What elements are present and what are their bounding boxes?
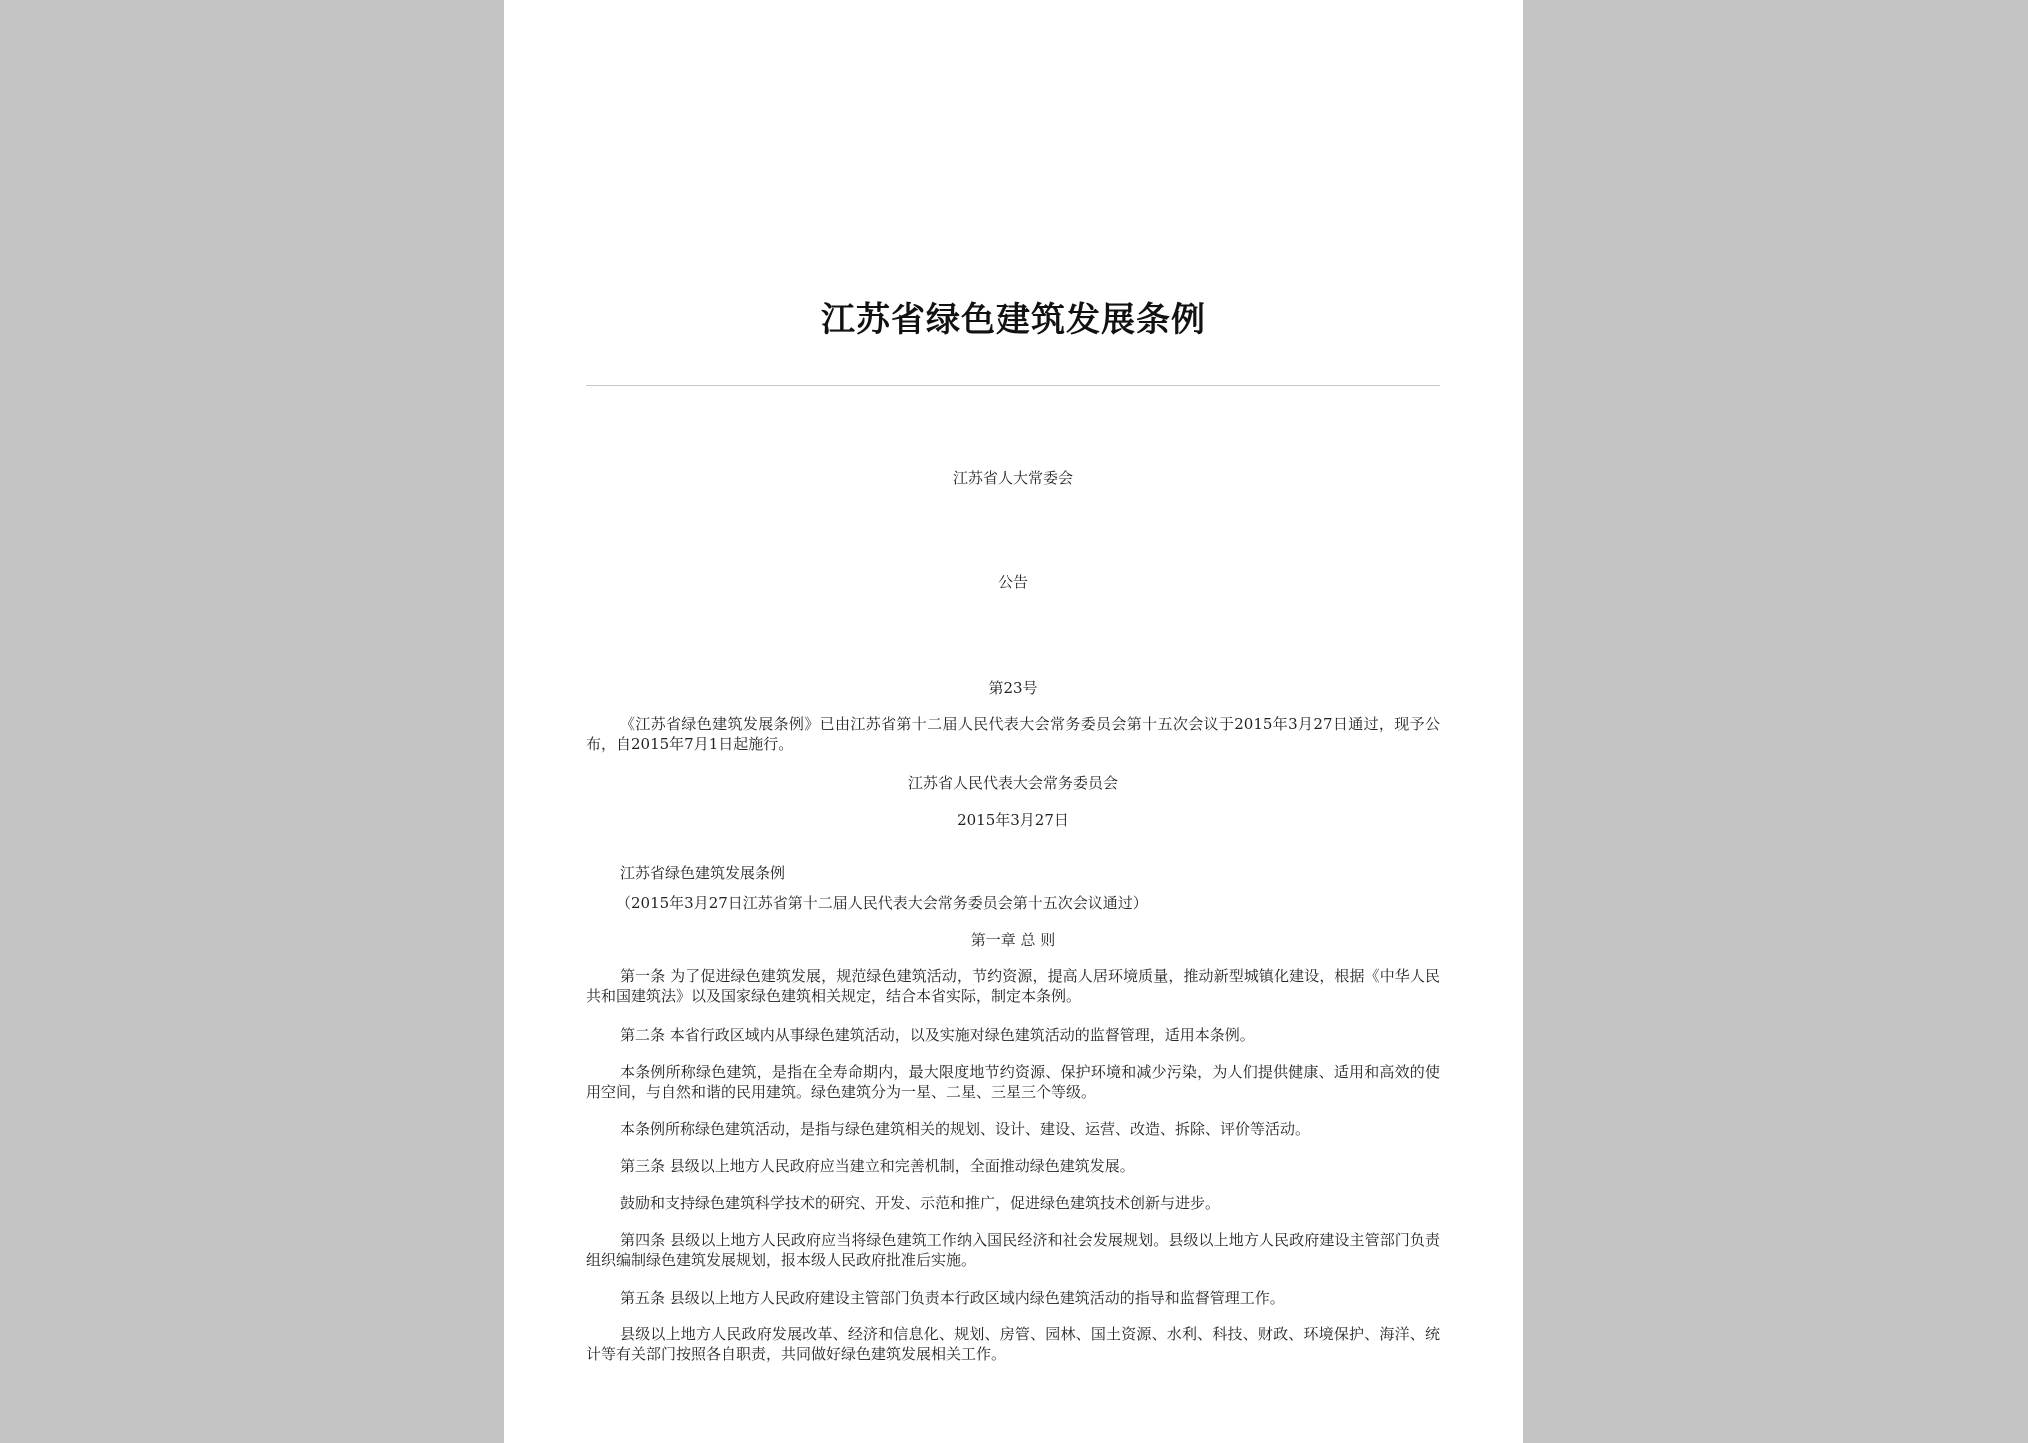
article-paragraph: 第五条 县级以上地方人民政府建设主管部门负责本行政区域内绿色建筑活动的指导和监督管理工作。 bbox=[620, 1289, 1285, 1307]
article-paragraph: 第一条 为了促进绿色建筑发展，规范绿色建筑活动，节约资源，提高人居环境质量，推动新型城镇化建设，根据《中华人民共和国建筑法》以及国家绿色建筑相关规定，结合本省实际，制定本条例。 bbox=[586, 967, 1440, 1005]
document-page bbox=[504, 0, 1523, 1443]
document-title: 江苏省绿色建筑发展条例 bbox=[821, 300, 1206, 340]
adoption-note: （2015年3月27日江苏省第十二届人民代表大会常务委员会第十五次会议通过） bbox=[616, 894, 1148, 912]
chapter-heading: 第一章 总 则 bbox=[970, 931, 1056, 949]
notice-number: 第23号 bbox=[988, 679, 1038, 697]
announcement-text: 《江苏省绿色建筑发展条例》已由江苏省第十二届人民代表大会常务委员会第十五次会议于2015年3月27日通过，现予公布，自2015年7月1日起施行。 bbox=[586, 715, 1440, 753]
article-paragraph: 第三条 县级以上地方人民政府应当建立和完善机制，全面推动绿色建筑发展。 bbox=[620, 1157, 1135, 1175]
article-paragraph: 第四条 县级以上地方人民政府应当将绿色建筑工作纳入国民经济和社会发展规划。县级以上地方人民政府建设主管部门负责组织编制绿色建筑发展规划，报本级人民政府批准后实施。 bbox=[586, 1231, 1440, 1269]
article-paragraph: 县级以上地方人民政府发展改革、经济和信息化、规划、房管、园林、国土资源、水利、科技、财政、环境保护、海洋、统计等有关部门按照各自职责，共同做好绿色建筑发展相关工作。 bbox=[586, 1325, 1440, 1363]
regulation-name: 江苏省绿色建筑发展条例 bbox=[620, 864, 786, 882]
article-paragraph: 第二条 本省行政区域内从事绿色建筑活动，以及实施对绿色建筑活动的监督管理，适用本条例。 bbox=[620, 1026, 1255, 1044]
notice-label: 公告 bbox=[997, 573, 1028, 591]
article-paragraph: 本条例所称绿色建筑活动，是指与绿色建筑相关的规划、设计、建设、运营、改造、拆除、评价等活动。 bbox=[620, 1120, 1311, 1138]
article-paragraph: 鼓励和支持绿色建筑科学技术的研究、开发、示范和推广，促进绿色建筑技术创新与进步。 bbox=[620, 1194, 1221, 1212]
article-paragraph: 本条例所称绿色建筑，是指在全寿命期内，最大限度地节约资源、保护环境和减少污染，为人们提供健康、适用和高效的使用空间，与自然和谐的民用建筑。绿色建筑分为一星、二星、三星三个等级。 bbox=[586, 1063, 1440, 1101]
sign-date: 2015年3月27日 bbox=[957, 811, 1069, 829]
title-divider bbox=[586, 385, 1440, 386]
signatory: 江苏省人民代表大会常务委员会 bbox=[907, 774, 1118, 792]
issuer: 江苏省人大常委会 bbox=[952, 469, 1073, 487]
